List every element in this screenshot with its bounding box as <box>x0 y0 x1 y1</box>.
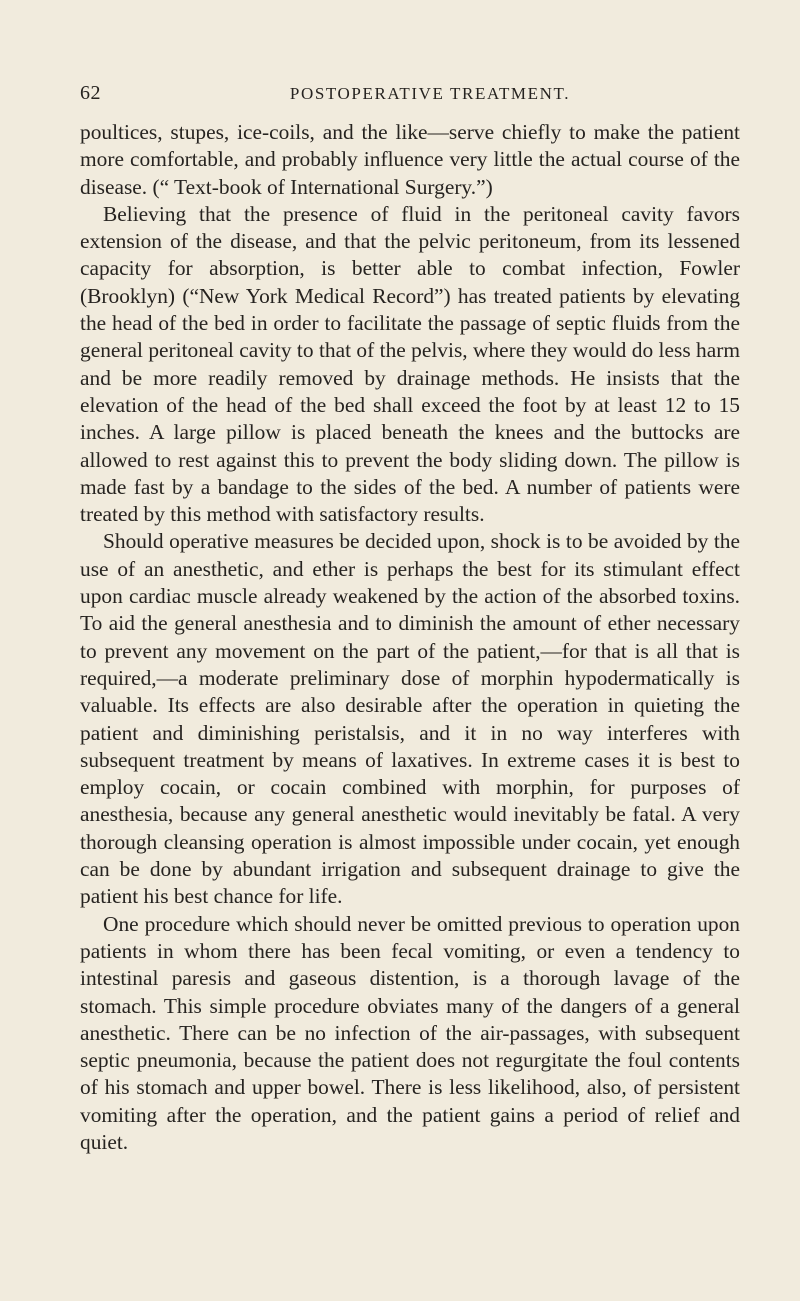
paragraph-fowler-method: Believing that the presence of fluid in the peritoneal cavity favors extension of the disease, and that the pelvic peritoneum, from its lessened capacity for absorption, is better able to combat infection, Fowler (Brooklyn) (“New York Medical Record”) has treated patients by elevating the head of the bed in order to facilitate the passage of septic fluids from the general peritoneal cavity to that of the pelvis, where they would do less harm and be more readily removed by drainage methods. He insists that the elevation of the head of the bed shall exceed the foot by at least 12 to 15 inches. A large pillow is placed beneath the knees and the buttocks are allowed to rest against this to prevent the body sliding down. The pillow is made fast by a bandage to the sides of the bed. A number of patients were treated by this method with satisfactory results. <box>80 201 740 527</box>
page-header <box>80 82 740 110</box>
running-head: POSTOPERATIVE TREATMENT. <box>289 84 571 103</box>
paragraph-anesthesia: Should operative measures be decided upon, shock is to be avoided by the use of an anesthetic, and ether is perhaps the best for its stimulant effect upon cardiac muscle already weakened by the action of the absorbed toxins. To aid the general anesthesia and to diminish the amount of ether necessary to prevent any movement on the part of the patient,—for that is all that is required,—a moderate preliminary dose of morphin hypodermatically is valuable. Its effects are also desirable after the operation in quieting the patient and diminishing peristalsis, and it in no way interferes with subsequent treatment by means of laxatives. In extreme cases it is best to employ cocain, or cocain combined with morphin, for purposes of anesthesia, because any general anesthetic would inevitably be fatal. A very thorough cleansing operation is almost impossible under cocain, yet enough can be done by abundant irrigation and subsequent drainage to give the patient his best chance for life. <box>80 529 740 909</box>
body-text <box>80 119 740 1156</box>
paragraph-stomach-lavage: One procedure which should never be omitted previous to operation upon patients in whom there has been fecal vomiting, or even a tendency to intestinal paresis and gaseous distention, is a thorough lavage of the stomach. This simple procedure obviates many of the dangers of a general anesthetic. There can be no infection of the air-passages, with subsequent septic pneumonia, because the patient does not regurgitate the foul contents of his stomach and upper bowel. There is less likelihood, also, of persistent vomiting after the operation, and the patient gains a period of relief and quiet. <box>80 911 740 1154</box>
paragraph-continuation: poultices, stupes, ice-coils, and the like—serve chiefly to make the patient more comfortable, and probably influence very little the actual course of the disease. (“ Text-book of International Surgery.”) <box>80 120 740 199</box>
page-number: 62 <box>80 82 101 104</box>
